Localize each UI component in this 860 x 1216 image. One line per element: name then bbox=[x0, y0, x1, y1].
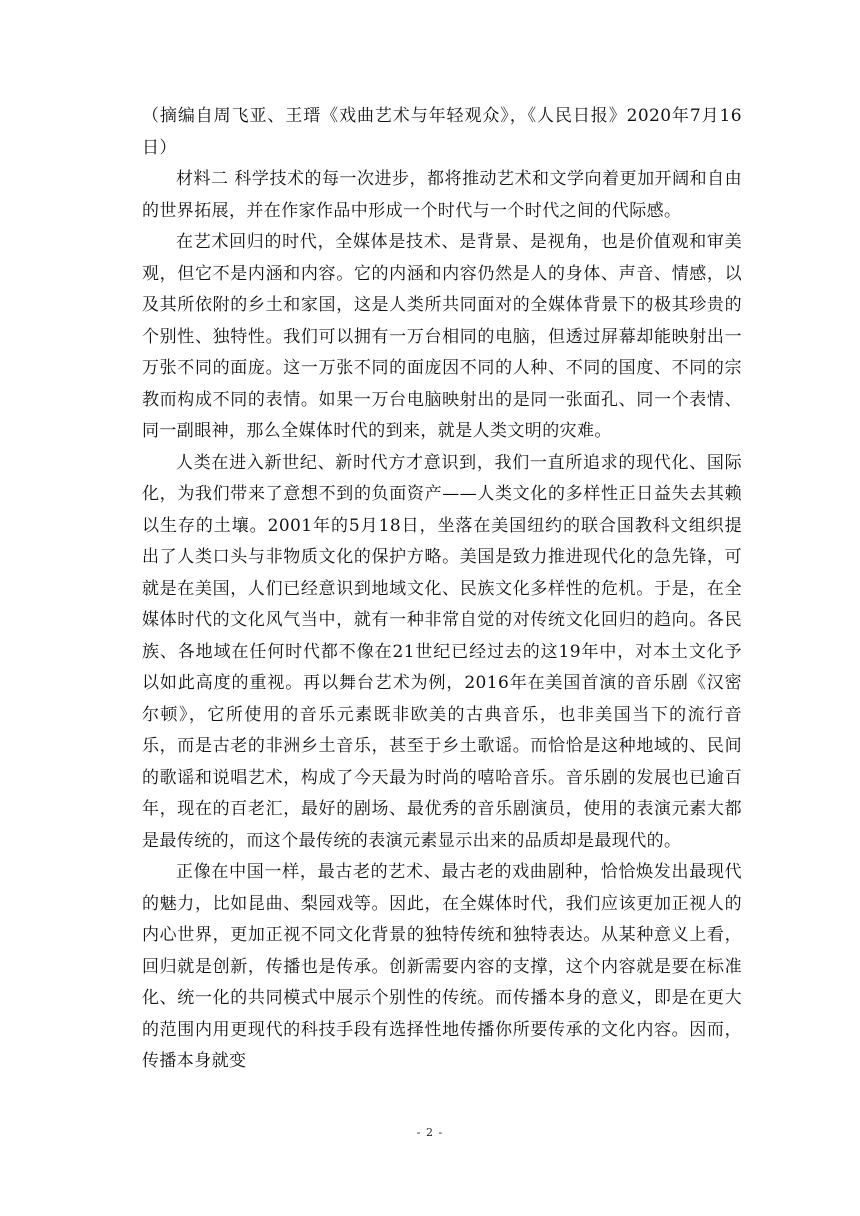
page-number: - 2 - bbox=[416, 1126, 444, 1139]
body-paragraph: 正像在中国一样，最古老的艺术、最古老的戏曲剧种，恰恰焕发出最现代的魅力，比如昆曲、梨园戏等。因此，在全媒体时代，我们应该更加正视人的内心世界，更加正视不同文化背景的独特传统和独特表达。从某种意义上看，回归就是创新，传播也是传承。创新需要内容的支撑，这个内容就是要在标准化、统一化的共同模式中展示个别性的传统。而传播本身的意义，即是在更大的范围内用更现代的科技手段有选择性地传播你所要传承的文化内容。因而，传播本身就变 bbox=[142, 862, 742, 1071]
body-paragraph: 人类在进入新世纪、新时代方才意识到，我们一直所追求的现代化、国际化，为我们带来了意想不到的负面资产——人类文化的多样性正日益失去其赖以生存的土壤。2001年的5月18日，坐落在美国纽约的联合国教科文组织提出了人类口头与非物质文化的保护方略。美国是致力推进现代化的急先锋，可就是在美国，人们已经意识到地域文化、民族文化多样性的危机。于是，在全媒体时代的文化风气当中，就有一种非常自觉的对传统文化回归的趋向。各民族、各地域在任何时代都不像在21世纪已经过去的这19年中，对本土文化予以如此高度的重视。再以舞台艺术为例，2016年在美国首演的音乐剧《汉密尔顿》，它所使用的音乐元素既非欧美的古典音乐，也非美国当下的流行音乐，而是古老的非洲乡土音乐，甚至于乡土歌谣。而恰恰是这种地域的、民间的歌谣和说唱艺术，构成了今天最为时尚的嘻哈音乐。音乐剧的发展也已逾百年，现在的百老汇，最好的剧场、最优秀的音乐剧演员，使用的表演元素大都是最传统的，而这个最传统的表演元素显示出来的品质却是最现代的。 bbox=[142, 452, 742, 851]
body-paragraph: 在艺术回归的时代，全媒体是技术、是背景、是视角，也是价值观和审美观，但它不是内涵和内容。它的内涵和内容仍然是人的身体、声音、情感，以及其所依附的乡土和家国，这是人类所共同面对的全媒体背景下的极其珍贵的个别性、独特性。我们可以拥有一万台相同的电脑，但透过屏幕却能映射出一万张不同的面庞。这一万张不同的面庞因不同的人种、不同的国度、不同的宗教而构成不同的表情。如果一万台电脑映射出的是同一张面孔、同一个表情、同一副眼神，那么全媒体时代的到来，就是人类文明的灾难。 bbox=[142, 232, 742, 441]
document-body bbox=[142, 101, 742, 1078]
material-two-intro-paragraph: 材料二 科学技术的每一次进步，都将推动艺术和文学向着更加开阔和自由的世界拓展，并在作家作品中形成一个时代与一个时代之间的代际感。 bbox=[142, 169, 742, 221]
citation-paragraph: （摘编自周飞亚、王瑨《戏曲艺术与年轻观众》，《人民日报》2020年7月16日） bbox=[142, 106, 742, 158]
